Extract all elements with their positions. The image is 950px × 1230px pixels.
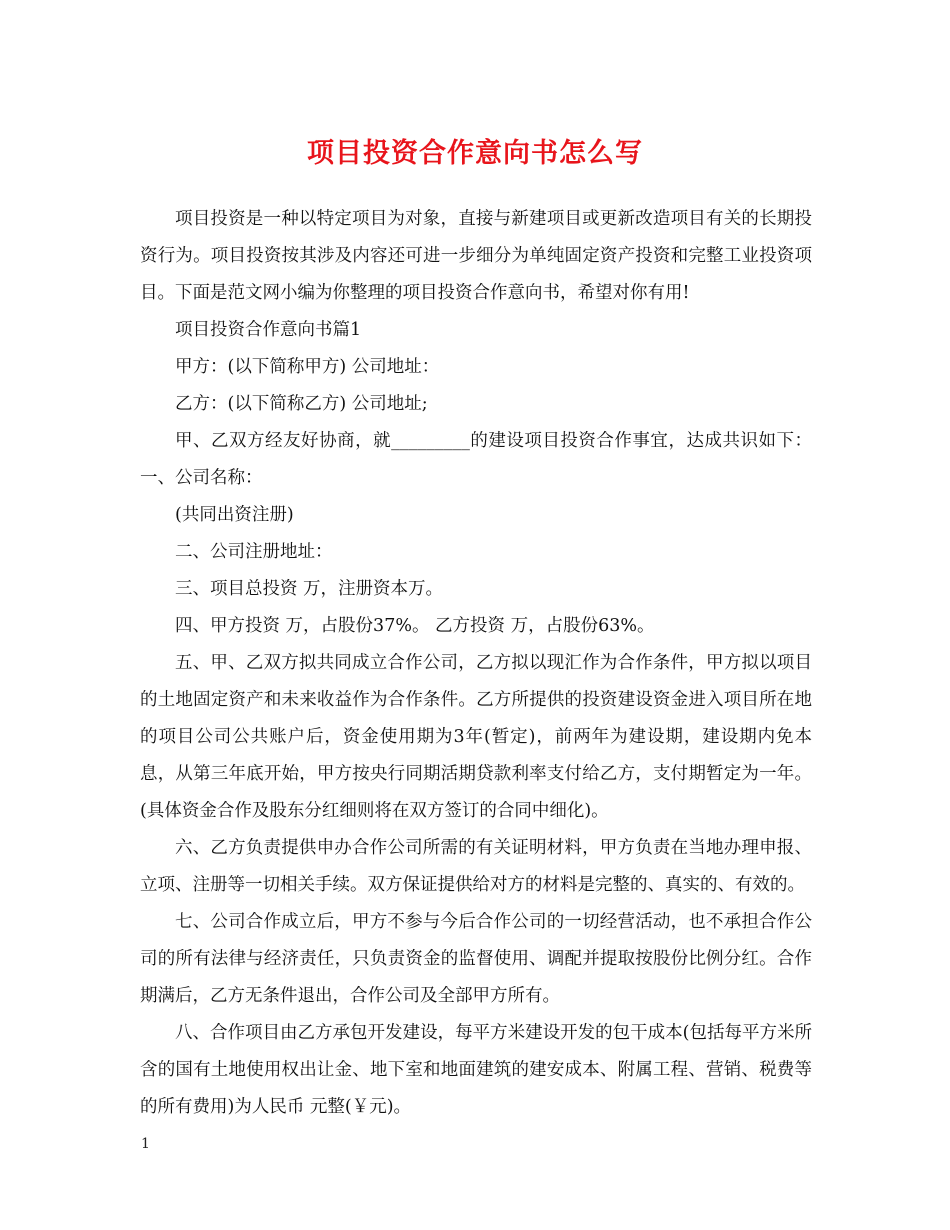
paragraph-shares: 四、甲方投资 万，占股份37%。 乙方投资 万，占股份63%。 bbox=[175, 616, 655, 636]
paragraph-party-a: 甲方：(以下简称甲方) 公司地址： bbox=[175, 357, 440, 377]
paragraph-consensus: 甲、乙双方经友好协商，就_________的建设项目投资合作事宜，达成共识如下：一、公司名称： bbox=[140, 431, 812, 488]
paragraph-joint-registration: (共同出资注册) bbox=[175, 505, 294, 525]
paragraph-clause-six: 六、乙方负责提供申办合作公司所需的有关证明材料，甲方负责在当地办理申报、立项、注册等一切相关手续。双方保证提供给对方的材料是完整的、真实的、有效的。 bbox=[140, 838, 812, 895]
paragraph-clause-eight: 八、合作项目由乙方承包开发建设，每平方米建设开发的包干成本(包括每平方米所含的国有土地使用权出让金、地下室和地面建筑的建安成本、附属工程、营销、税费等的所有费用)为人民币 元整(￥元)。 bbox=[140, 1023, 812, 1117]
page-number: 1 bbox=[141, 1136, 150, 1152]
document-body bbox=[140, 201, 812, 1126]
paragraph-registered-address: 二、公司注册地址： bbox=[175, 542, 333, 562]
paragraph-clause-seven: 七、公司合作成立后，甲方不参与今后合作公司的一切经营活动，也不承担合作公司的所有法律与经济责任，只负责资金的监督使用、调配并提取按股份比例分红。合作期满后，乙方无条件退出，合作公司及全部甲方所有。 bbox=[140, 912, 812, 1006]
paragraph-clause-five: 五、甲、乙双方拟共同成立合作公司，乙方拟以现汇作为合作条件，甲方拟以项目的土地固定资产和未来收益作为合作条件。乙方所提供的投资建设资金进入项目所在地的项目公司公共账户后，资金使用期为3年(暂定)，前两年为建设期，建设期内免本息，从第三年底开始，甲方按央行同期活期贷款利率支付给乙方，支付期暂定为一年。(具体资金合作及股东分红细则将在双方签订的合同中细化)。 bbox=[140, 653, 812, 821]
paragraph-intro: 项目投资是一种以特定项目为对象，直接与新建项目或更新改造项目有关的长期投资行为。项目投资按其涉及内容还可进一步细分为单纯固定资产投资和完整工业投资项目。下面是范文网小编为你整理的项目投资合作意向书，希望对你有用! bbox=[140, 209, 812, 303]
paragraph-total-investment: 三、项目总投资 万，注册资本万。 bbox=[175, 579, 444, 599]
document-title: 项目投资合作意向书怎么写 bbox=[307, 138, 643, 169]
paragraph-party-b: 乙方：(以下简称乙方) 公司地址; bbox=[175, 394, 428, 414]
paragraph-section-heading: 项目投资合作意向书篇1 bbox=[175, 320, 362, 340]
